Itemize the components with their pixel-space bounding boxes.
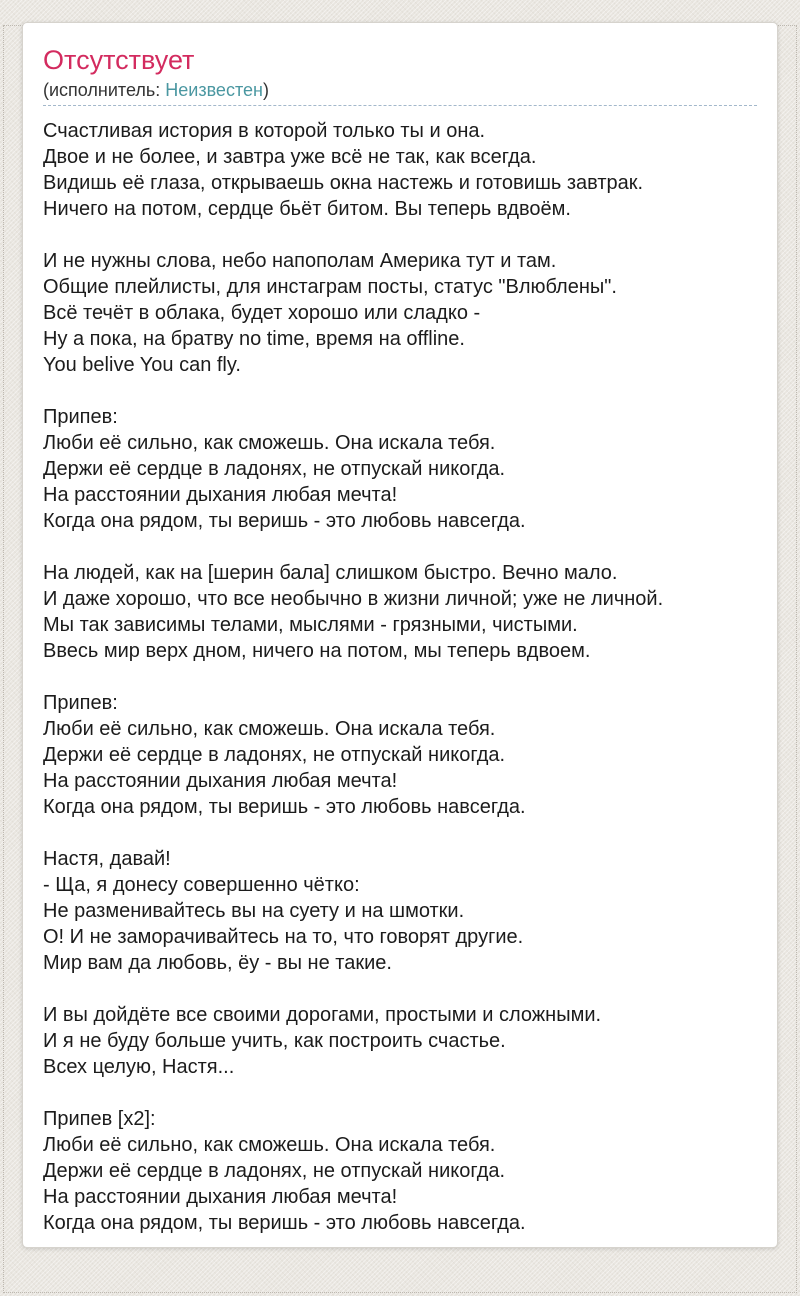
- lyric-line: Видишь её глаза, открываешь окна настежь и готовишь завтрак.: [43, 172, 644, 194]
- lyrics-stanza: [43, 846, 757, 976]
- song-header: [43, 46, 757, 106]
- lyrics-card: [22, 22, 778, 1248]
- lyric-line: Припев [х2]:: [43, 1108, 156, 1130]
- lyric-line: Настя, давай!: [43, 848, 171, 870]
- lyric-line: Не разменивайтесь вы на суету и на шмотки.: [43, 900, 465, 922]
- lyric-line: Двое и не более, и завтра уже всё не так, как всегда.: [43, 146, 537, 168]
- lyric-line: На расстоянии дыхания любая мечта!: [43, 1186, 398, 1208]
- artist-close-paren: ): [262, 80, 269, 100]
- lyrics-text: [43, 118, 757, 1236]
- lyric-line: Держи её сердце в ладонях, не отпускай никогда.: [43, 1160, 506, 1182]
- lyric-line: Счастливая история в которой только ты и она.: [43, 120, 486, 142]
- lyric-line: Припев:: [43, 692, 118, 714]
- lyric-line: На расстоянии дыхания любая мечта!: [43, 484, 398, 506]
- lyrics-stanza: [43, 560, 757, 664]
- lyric-line: И вы дойдёте все своими дорогами, простыми и сложными.: [43, 1004, 602, 1026]
- lyric-line: Мир вам да любовь, ёу - вы не такие.: [43, 952, 392, 974]
- lyric-line: Держи её сердце в ладонях, не отпускай никогда.: [43, 458, 506, 480]
- lyric-line: И даже хорошо, что все необычно в жизни личной; уже не личной.: [43, 588, 664, 610]
- lyric-line: Мы так зависимы телами, мыслями - грязными, чистыми.: [43, 614, 578, 636]
- lyric-line: Люби её сильно, как сможешь. Она искала тебя.: [43, 1134, 496, 1156]
- lyric-line: Ничего на потом, сердце бьёт битом. Вы теперь вдвоём.: [43, 198, 571, 220]
- lyric-line: На людей, как на [шерин бала] слишком быстро. Вечно мало.: [43, 562, 618, 584]
- lyric-line: Люби её сильно, как сможешь. Она искала тебя.: [43, 718, 496, 740]
- lyric-line: Люби её сильно, как сможешь. Она искала тебя.: [43, 432, 496, 454]
- lyric-line: Держи её сердце в ладонях, не отпускай никогда.: [43, 744, 506, 766]
- artist-link[interactable]: Неизвестен: [165, 80, 263, 100]
- lyric-line: Когда она рядом, ты веришь - это любовь навсегда.: [43, 796, 526, 818]
- lyrics-stanza: [43, 248, 757, 378]
- lyric-line: На расстоянии дыхания любая мечта!: [43, 770, 398, 792]
- lyrics-stanza: [43, 404, 757, 534]
- song-title: Отсутствует: [43, 45, 195, 75]
- lyric-line: И не нужны слова, небо напополам Америка тут и там.: [43, 250, 557, 272]
- lyric-line: Общие плейлисты, для инстаграм посты, статус "Влюблены".: [43, 276, 617, 298]
- lyric-line: - Ща, я донесу совершенно чётко:: [43, 874, 360, 896]
- lyrics-stanza: [43, 1106, 757, 1236]
- lyric-line: Припев:: [43, 406, 118, 428]
- lyric-line: Всех целую, Настя...: [43, 1056, 235, 1078]
- lyric-line: Когда она рядом, ты веришь - это любовь навсегда.: [43, 510, 526, 532]
- lyric-line: Когда она рядом, ты веришь - это любовь навсегда.: [43, 1212, 526, 1234]
- artist-line: [43, 80, 757, 100]
- lyric-line: Всё течёт в облака, будет хорошо или сладко -: [43, 302, 481, 324]
- artist-label: (исполнитель:: [43, 80, 161, 100]
- lyric-line: И я не буду больше учить, как построить счастье.: [43, 1030, 506, 1052]
- lyrics-stanza: [43, 690, 757, 820]
- lyric-line: О! И не заморачивайтесь на то, что говорят другие.: [43, 926, 524, 948]
- lyric-line: Ввесь мир верх дном, ничего на потом, мы теперь вдвоем.: [43, 640, 591, 662]
- lyric-line: Ну а пока, на братву no time, время на offline.: [43, 328, 465, 350]
- lyrics-stanza: [43, 118, 757, 222]
- lyric-line: You belive You can fly.: [43, 354, 241, 376]
- lyrics-stanza: [43, 1002, 757, 1080]
